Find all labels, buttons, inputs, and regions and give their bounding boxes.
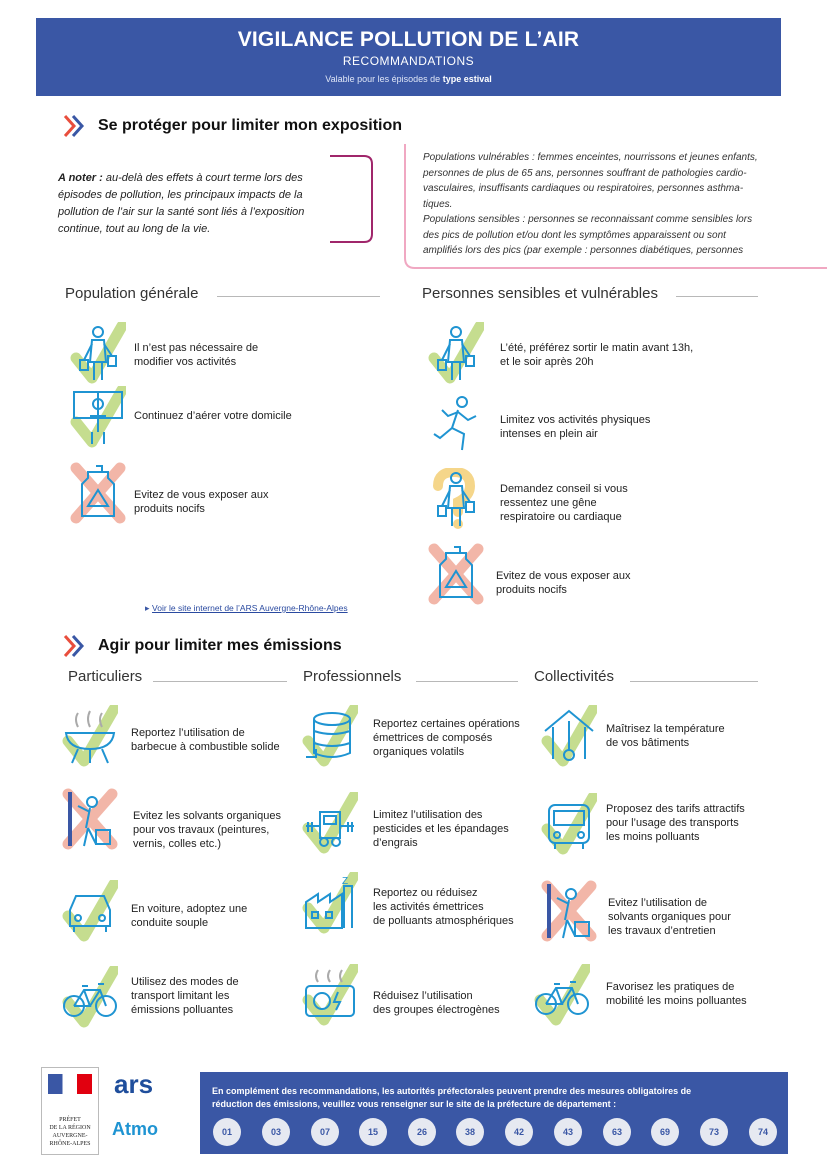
prefet-line: AUVERGNE- xyxy=(52,1133,88,1139)
col-title-particuliers: Particuliers xyxy=(68,668,143,685)
item-line: Favorisez les pratiques de xyxy=(606,981,735,993)
icon-bbq xyxy=(62,705,118,772)
icon-factory xyxy=(302,872,358,939)
department-button[interactable]: 07 xyxy=(311,1118,339,1146)
collectivites-item-3 xyxy=(608,896,731,938)
icon-car xyxy=(62,880,118,947)
chemical-product-icon xyxy=(70,462,126,524)
item-line: Reportez l’utilisation de xyxy=(131,727,245,739)
item-line: émissions polluantes xyxy=(131,1004,234,1016)
divider xyxy=(630,681,758,682)
footer-line: En complément des recommandations, les autorités préfectorales peuvent prendre des mesures obligatoires de xyxy=(212,1086,692,1096)
col-title-collectivites: Collectivités xyxy=(534,668,615,685)
general-item-3 xyxy=(134,488,269,516)
item-line: vernis, colles etc.) xyxy=(133,838,222,850)
department-button[interactable]: 42 xyxy=(505,1118,533,1146)
item-line: Réduisez l’utilisation xyxy=(373,990,473,1002)
item-line: de polluants atmosphériques xyxy=(373,915,514,927)
department-button[interactable]: 15 xyxy=(359,1118,387,1146)
professionnels-item-4 xyxy=(373,989,500,1017)
divider xyxy=(416,681,518,682)
sensitive-item-3 xyxy=(500,482,628,524)
barbecue-icon xyxy=(62,705,118,767)
validity-line xyxy=(36,74,781,84)
item-line: L’été, préférez sortir le matin avant 13h, xyxy=(500,342,694,354)
atmo-logo: Atmo xyxy=(112,1119,158,1139)
item-line: les travaux d’entretien xyxy=(608,925,716,937)
ars-logo: ars xyxy=(114,1069,154,1099)
note-line: au-delà des effets à court terme lors des xyxy=(105,172,303,184)
item-line: Limitez vos activités physiques xyxy=(500,414,651,426)
item-line: les activités émettrices xyxy=(373,901,484,913)
sensitive-item-4 xyxy=(496,569,631,597)
general-item-1 xyxy=(134,341,258,369)
professionnels-item-1 xyxy=(373,717,520,759)
chemical-product-icon xyxy=(428,543,484,605)
item-line: des groupes électrogènes xyxy=(373,1004,500,1016)
department-button[interactable]: 38 xyxy=(456,1118,484,1146)
bicycle-icon xyxy=(62,966,118,1028)
particuliers-item-1 xyxy=(131,726,280,754)
item-line: pour vos travaux (peintures, xyxy=(133,824,270,836)
running-person-icon xyxy=(428,394,484,456)
department-button[interactable]: 63 xyxy=(603,1118,631,1146)
item-line: Evitez de vous exposer aux xyxy=(496,570,631,582)
icon-bus xyxy=(541,793,597,860)
department-button[interactable]: 43 xyxy=(554,1118,582,1146)
populations-line: Populations vulnérables : femmes enceintes, nourrissons et jeunes enfants, xyxy=(423,152,758,163)
icon-chemical xyxy=(70,462,126,529)
item-line: Demandez conseil si vous xyxy=(500,483,628,495)
divider xyxy=(153,681,287,682)
question-person-icon xyxy=(428,468,484,530)
item-line: émettrices de composés xyxy=(373,732,493,744)
prefet-line: RHÔNE-ALPES xyxy=(49,1141,91,1147)
prefet-logo xyxy=(41,1067,99,1155)
item-line: de vos bâtiments xyxy=(606,737,690,749)
car-icon xyxy=(62,880,118,942)
populations-line: tiques. xyxy=(423,198,453,210)
item-line: En voiture, adoptez une xyxy=(131,903,248,915)
item-line: intenses en plein air xyxy=(500,428,598,440)
bus-icon xyxy=(541,793,597,855)
item-line: Evitez les solvants organiques xyxy=(133,810,281,822)
department-button[interactable]: 73 xyxy=(700,1118,728,1146)
item-line: produits nocifs xyxy=(496,584,567,596)
professionnels-item-2 xyxy=(373,808,509,850)
chevron-double-icon xyxy=(62,113,88,139)
icon-tractor xyxy=(302,792,358,859)
col-title-sensitive: Personnes sensibles et vulnérables xyxy=(422,285,658,302)
icon-walking-2 xyxy=(428,322,484,389)
department-button[interactable]: 01 xyxy=(213,1118,241,1146)
item-line: mobilité les moins polluantes xyxy=(606,995,747,1007)
populations-line: des pics de pollution et/ou dont les symptômes apparaissent ou sont xyxy=(423,229,726,241)
item-line: Utilisez des modes de xyxy=(131,976,239,988)
icon-bike xyxy=(62,966,118,1033)
walking-person-icon xyxy=(428,322,484,384)
item-line: Evitez de vous exposer aux xyxy=(134,489,269,501)
footer-text xyxy=(212,1085,782,1111)
bicycle-icon xyxy=(534,964,590,1026)
validity-prefix: Valable pour les épisodes de xyxy=(325,74,441,84)
walking-person-icon xyxy=(70,322,126,384)
page-subtitle: RECOMMANDATIONS xyxy=(342,54,475,68)
item-line: pour l’usage des transports xyxy=(606,817,739,829)
item-line: respiratoire ou cardiaque xyxy=(500,511,622,523)
item-line: barbecue à combustible solide xyxy=(131,741,280,753)
item-line: organiques volatils xyxy=(373,746,465,758)
item-line: conduite souple xyxy=(131,917,209,929)
divider xyxy=(676,296,758,297)
chevron-double-icon xyxy=(62,633,88,659)
department-button[interactable]: 74 xyxy=(749,1118,777,1146)
page-title: VIGILANCE POLLUTION DE L’AIR xyxy=(237,28,580,51)
collectivites-item-2 xyxy=(606,802,745,844)
tractor-icon xyxy=(302,792,358,854)
item-line: Reportez ou réduisez xyxy=(373,887,478,899)
footer-line: réduction des émissions, veuillez vous renseigner sur le site de la préfecture de département : xyxy=(212,1099,617,1109)
sensitive-item-2 xyxy=(500,413,650,441)
department-button[interactable]: 03 xyxy=(262,1118,290,1146)
icon-tank xyxy=(302,705,358,772)
sensitive-item-1 xyxy=(500,341,693,369)
populations-line: amplifiés lors des pics (par exemple : personnes diabétiques, personnes xyxy=(423,245,744,256)
icon-bike-2 xyxy=(534,964,590,1031)
collectivites-item-4 xyxy=(606,980,747,1008)
section-protect-title: Se protéger pour limiter mon exposition xyxy=(98,117,403,134)
item-line: Proposez des tarifs attractifs xyxy=(606,803,745,815)
item-line: modifier vos activités xyxy=(134,356,237,368)
painter-icon xyxy=(541,880,597,942)
ars-link-row[interactable]: ▸ Voir le site internet de l’ARS Auvergne-Rhône-Alpes xyxy=(145,603,348,613)
item-line: pesticides et les épandages xyxy=(373,823,509,835)
icon-window xyxy=(70,386,126,453)
icon-walking xyxy=(70,322,126,389)
item-line: ressentez une gêne xyxy=(500,497,597,509)
populations-line: vasculaires, insuffisants cardiaques ou respiratoires, personnes asthma- xyxy=(423,183,744,194)
particuliers-item-2 xyxy=(133,809,281,851)
painter-icon xyxy=(62,788,118,850)
item-line: produits nocifs xyxy=(134,503,205,515)
col-title-professionnels: Professionnels xyxy=(303,668,402,685)
republique-flag-icon xyxy=(48,1074,92,1094)
icon-question xyxy=(428,468,484,535)
note-line: pollution de l’air sur la santé sont liés à l’exposition xyxy=(58,206,305,218)
icon-painter-2 xyxy=(541,880,597,947)
item-line: d’engrais xyxy=(373,837,418,849)
professionnels-item-3 xyxy=(373,886,514,928)
collectivites-item-1 xyxy=(606,722,725,750)
populations-line: personnes de plus de 65 ans, personnes souffrant de pathologies cardio- xyxy=(423,167,747,179)
item-line: Evitez l’utilisation de xyxy=(608,897,708,909)
divider xyxy=(217,296,380,297)
department-button[interactable]: 69 xyxy=(651,1118,679,1146)
generator-icon xyxy=(302,964,358,1026)
item-line: Continuez d’aérer votre domicile xyxy=(134,410,292,422)
item-line: Limitez l’utilisation des xyxy=(373,809,483,821)
icon-runner xyxy=(428,394,484,461)
item-line: transport limitant les xyxy=(131,990,230,1002)
note-line: continue, tout au long de la vie. xyxy=(58,223,211,235)
icon-thermometer xyxy=(541,705,597,772)
prefet-line: DE LA RÉGION xyxy=(49,1125,91,1131)
item-line: Maîtrisez la température xyxy=(606,723,725,735)
note-line: épisodes de pollution, les principaux impacts de la xyxy=(58,189,303,201)
populations-line: Populations sensibles : personnes se reconnaissant comme sensibles lors xyxy=(423,214,753,225)
ars-link[interactable]: Voir le site internet de l’ARS Auvergne-Rhône-Alpes xyxy=(152,603,348,613)
prefet-text xyxy=(42,1116,98,1148)
icon-generator xyxy=(302,964,358,1031)
note-label: A noter : xyxy=(58,172,103,184)
department-button[interactable]: 26 xyxy=(408,1118,436,1146)
item-line: les moins polluants xyxy=(606,831,700,843)
window-airing-icon xyxy=(70,386,126,448)
item-line: Reportez certaines opérations xyxy=(373,718,520,730)
populations-text xyxy=(423,150,818,259)
icon-chemical-2 xyxy=(428,543,484,610)
logos-area xyxy=(38,1067,198,1157)
section-act-title: Agir pour limiter mes émissions xyxy=(98,637,342,654)
note-text xyxy=(58,170,358,238)
icon-painter xyxy=(62,788,118,855)
item-line: et le soir après 20h xyxy=(500,356,594,368)
item-line: Il n’est pas nécessaire de xyxy=(134,342,259,354)
item-line: solvants organiques pour xyxy=(608,911,731,923)
factory-icon xyxy=(302,872,358,934)
chemical-tank-icon xyxy=(302,705,358,767)
particuliers-item-4 xyxy=(131,975,239,1017)
validity-type: type estival xyxy=(442,74,492,84)
thermometer-house-icon xyxy=(541,705,597,767)
col-title-general: Population générale xyxy=(65,285,199,302)
prefet-line: PRÉFET xyxy=(59,1117,81,1123)
header-banner xyxy=(36,18,781,96)
general-item-2 xyxy=(134,409,292,423)
particuliers-item-3 xyxy=(131,902,247,930)
